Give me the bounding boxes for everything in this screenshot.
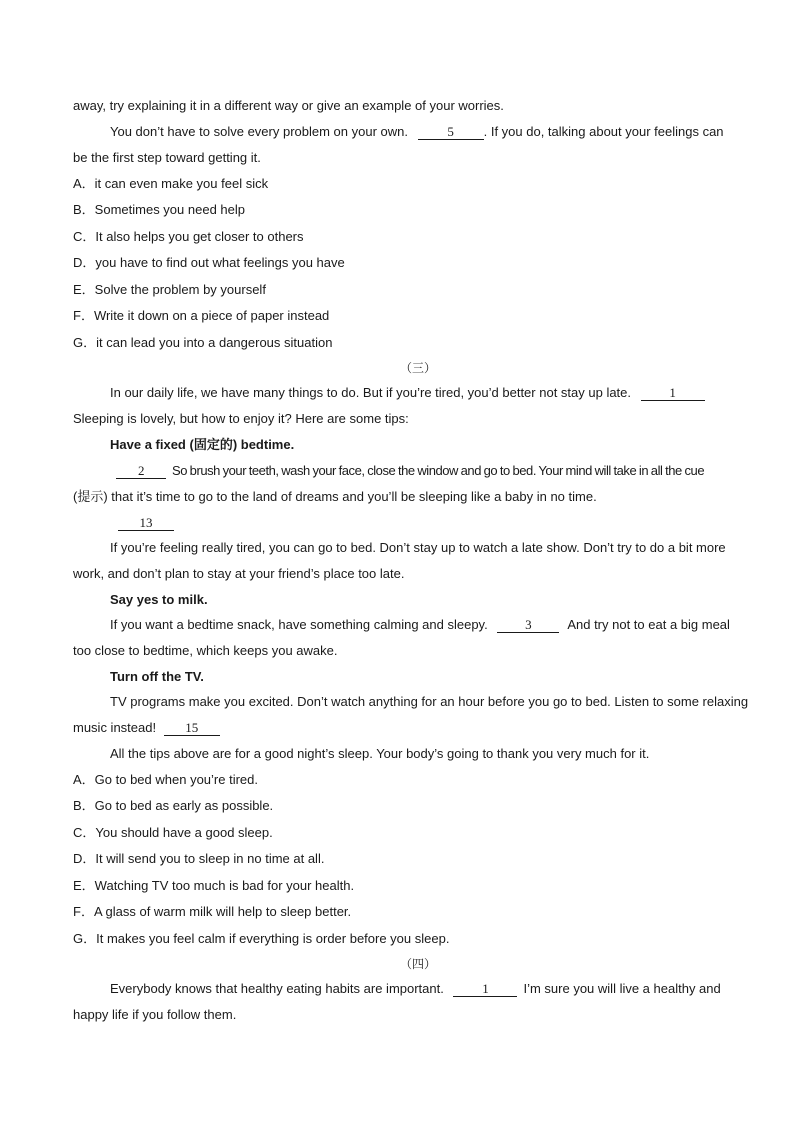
option-g: G．It makes you feel calm if everything is order before you sleep.	[73, 931, 450, 946]
paragraph-line: happy life if you follow them.	[73, 1007, 237, 1022]
paragraph-text: Everybody knows that healthy eating habits are important.	[110, 981, 444, 996]
option-d: D．It will send you to sleep in no time at all.	[73, 851, 325, 866]
paragraph-line: away, try explaining it in a different way or give an example of your worries.	[73, 98, 504, 113]
option-f: F．A glass of warm milk will help to sleep better.	[73, 904, 352, 919]
answer-blank-3: 3	[497, 618, 559, 633]
paragraph-line	[110, 616, 728, 634]
option-c: C．It also helps you get closer to others	[73, 229, 304, 244]
paragraph-text: ) that it’s time to go to the land of dreams and you’ll be sleeping like a baby in no time.	[103, 489, 597, 504]
paragraph-line	[110, 123, 728, 141]
paragraph-line: Sleeping is lovely, but how to enjoy it? Here are some tips:	[73, 411, 409, 426]
answer-blank-13: 13	[118, 516, 174, 531]
chinese-gloss: 提示	[77, 490, 104, 505]
option-a: A．it can even make you feel sick	[73, 176, 269, 191]
paragraph-line: All the tips above are for a good night’s sleep. Your body’s going to thank you very much for it.	[110, 746, 650, 761]
paragraph-line: too close to bedtime, which keeps you awake.	[73, 643, 338, 658]
option-f: F．Write it down on a piece of paper instead	[73, 308, 330, 323]
tip-heading: Have a fixed (固定的) bedtime.	[110, 437, 295, 452]
answer-blank-5: 5	[418, 125, 484, 140]
option-e: E．Solve the problem by yourself	[73, 282, 266, 297]
paragraph-text: In our daily life, we have many things to do. But if you’re tired, you’d better not stay up late.	[110, 385, 632, 400]
tip-heading: Turn off the TV.	[110, 669, 204, 684]
tip-heading: Say yes to milk.	[110, 592, 208, 607]
option-b: B．Go to bed as early as possible.	[73, 798, 274, 813]
paragraph-line	[73, 719, 728, 737]
paragraph-line	[116, 462, 728, 480]
option-e: E．Watching TV too much is bad for your health.	[73, 878, 355, 893]
blank-line	[118, 514, 773, 532]
paragraph-text: music instead!	[73, 720, 157, 735]
paragraph-text: So brush your teeth, wash your face, close the window and go to bed. Your mind will take in all the cue	[172, 463, 705, 478]
answer-blank-15: 15	[164, 721, 220, 736]
option-g: G．it can lead you into a dangerous situation	[73, 335, 333, 350]
option-a: A．Go to bed when you’re tired.	[73, 772, 258, 787]
paragraph-text: If you want a bedtime snack, have something calming and sleepy.	[110, 617, 488, 632]
section-heading: （四）	[399, 957, 436, 971]
paragraph-line: be the first step toward getting it.	[73, 150, 261, 165]
paragraph-line	[110, 384, 755, 402]
option-b: B．Sometimes you need help	[73, 202, 245, 217]
option-d: D．you have to find out what feelings you have	[73, 255, 345, 270]
answer-blank-1: 1	[641, 386, 705, 401]
paragraph-text: And try not to eat a big meal	[567, 617, 730, 632]
paragraph-line	[110, 980, 728, 998]
option-c: C．You should have a good sleep.	[73, 825, 273, 840]
answer-blank-2: 2	[116, 464, 166, 479]
paragraph-line	[73, 488, 728, 507]
paragraph-line: work, and don’t plan to stay at your friend’s place too late.	[73, 566, 405, 581]
paragraph-text: I’m sure you will live a healthy and	[523, 981, 721, 996]
paragraph-line: If you’re feeling really tired, you can go to bed. Don’t stay up to watch a late show. Don’t try to do a bit more	[110, 540, 726, 555]
section-heading: （三）	[399, 361, 436, 375]
answer-blank-1: 1	[453, 982, 517, 997]
paragraph-text: You don’t have to solve every problem on your own.	[110, 124, 408, 139]
paragraph-line: TV programs make you excited. Don’t watch anything for an hour before you go to bed. Listen to some relaxing	[110, 694, 749, 709]
paragraph-text: (	[73, 489, 78, 504]
paragraph-text: . If you do, talking about your feelings can	[483, 124, 724, 139]
